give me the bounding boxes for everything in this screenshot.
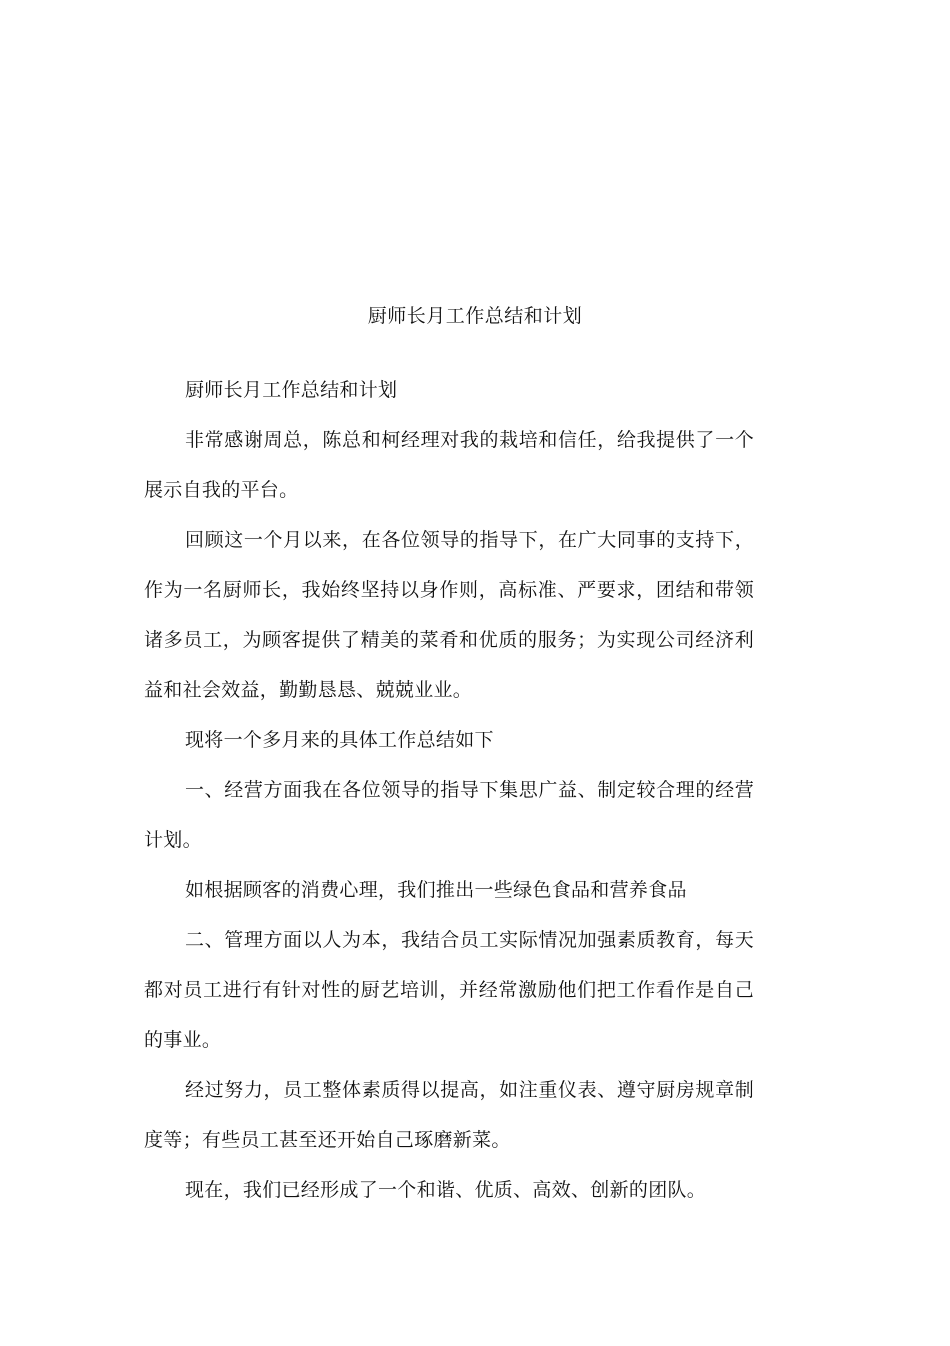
- paragraph-subtitle: 厨师长月工作总结和计划: [185, 379, 398, 401]
- paragraph-team: 现在，我们已经形成了一个和谐、优质、高效、创新的团队。: [185, 1179, 707, 1201]
- paragraph-summary-intro: 现将一个多月来的具体工作总结如下: [185, 729, 494, 751]
- paragraph-review: 回顾这一个月以来，在各位领导的指导下，在广大同事的支持下，作为一名厨师长，我始终坚持以身作则，高标准、严要求，团结和带领诸多员工，为顾客提供了精美的菜肴和优质的服务；为实现公司经济利益和社会效益，勤勤恳恳、兢兢业业。: [144, 529, 754, 701]
- paragraph-management: 二、管理方面以人为本，我结合员工实际情况加强素质教育，每天都对员工进行有针对性的厨艺培训，并经常激励他们把工作看作是自己的事业。: [144, 929, 754, 1051]
- document-body: [144, 365, 754, 1215]
- paragraph-thanks: 非常感谢周总，陈总和柯经理对我的栽培和信任，给我提供了一个展示自我的平台。: [144, 429, 754, 501]
- page-title: 厨师长月工作总结和计划: [367, 305, 583, 327]
- paragraph-green-food: 如根据顾客的消费心理，我们推出一些绿色食品和营养食品: [185, 879, 687, 901]
- paragraph-business: 一、经营方面我在各位领导的指导下集思广益、制定较合理的经营计划。: [144, 779, 754, 851]
- paragraph-effort: 经过努力，员工整体素质得以提高，如注重仪表、遵守厨房规章制度等；有些员工甚至还开始自己琢磨新菜。: [144, 1079, 754, 1151]
